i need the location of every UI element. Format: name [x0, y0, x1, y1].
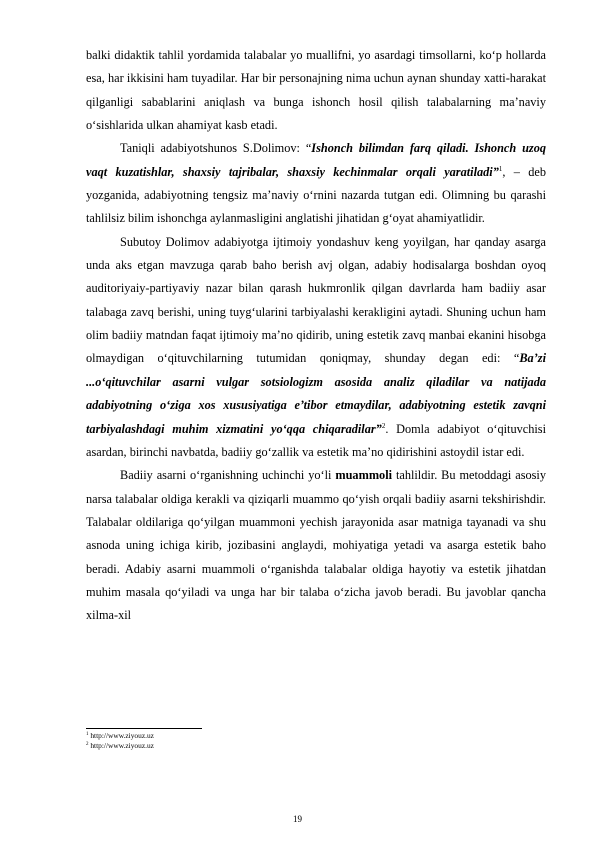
dolimov-quote: Ishonch bilimdan farq qiladi. Ishonch uzoq vaqt kuzatishlar, shaxsiy tajribalar, shaxsiy kechinmalar orqali yaratiladi	[86, 141, 546, 179]
quote-close-mark: ”	[492, 164, 499, 179]
paragraph-2-rest: , – deb yozganida, adabiyotning tengsiz ma’naviy o‘rnini nazarda tutgan edi. Olimning bu qarashi tahlilsiz bilim ishonchga aylanmasligini anglatishi jihatidan g‘oyat ahamiyatlidir.	[86, 164, 546, 226]
muammoli-term: muammoli	[335, 468, 393, 483]
footnote-ref-2: 2	[381, 421, 386, 430]
paragraph-3-intro: Subutoy Dolimov adabiyotga ijtimoiy yondashuv keng yoyilgan, har qanday asarga unda aks etgan mavzuga qarab baho berish avj olgan, adabiy hodisalarga boshdan oyoq auditoriyaiy-partiyaviy nazar bilan qarash hukmronlik qilgan davrlarda ham badiiy asar talabaga zavq berishi, uning tuyg‘ularini tarbiyalashi kerakligini aytadi. Shuning uchun ham olim badiiy matndan faqat ijtimoiy ma’no qidirib, uning estetik zavq manbai ekanini hisobga olmaydigan o‘qituvchilarning tutumidan qoniqmay, shunday degan edi: “	[86, 234, 546, 366]
footnote-link-2[interactable]: http://www.ziyouz.uz	[90, 740, 154, 750]
paragraph-1	[86, 44, 546, 137]
paragraph-2	[86, 137, 546, 230]
footnote-link-1[interactable]: http://www.ziyouz.uz	[90, 731, 154, 740]
footnote-2	[86, 741, 386, 751]
paragraph-4-rest: tahlildir. Bu metoddagi asosiy narsa talabalar oldiga kerakli va qiziqarli muammo qo‘yish orqali badiiy asarni tekshirishdir. Talabalar oldilariga qo‘yilgan muammoni yechish jarayonida asar matniga tayanadi va shu asnoda uning ichiga kirib, jozibasini anglaydi, mohiyatiga yetadi va asarga estetik baho beradi. Adabiy asarni muammoli o‘rganishda talabalar oldiga hayotiy va estetik jihatdan muhim masala qo‘yiladi va unga har bir talaba o‘zicha javob beradi. Bu javoblar qancha xilma-xil	[86, 468, 546, 623]
paragraph-4-intro: Badiiy asarni o‘rganishning uchinchi yo‘li	[120, 468, 336, 483]
paragraph-1-text: balki didaktik tahlil yordamida talabalar yo muallifni, yo asardagi timsollarni, ko‘p hollarda esa, har ikkisini ham tuyadilar. Har bir personajning nima uchun aynan shunday xatti-harakat qilganligi sabablarini aniqlash va bunga ishonch hosil qilish talabalarning ma’naviy o‘sishlarida ulkan ahamiyat kasb etadi.	[86, 48, 546, 133]
footnote-mark-1: 1	[86, 732, 89, 737]
paragraph-4	[86, 464, 546, 627]
paragraph-3-rest: . Domla adabiyot o‘qituvchisi asardan, birinchi navbatda, badiiy go‘zallik va estetik ma’no qidirishini astoydil istar edi.	[86, 421, 546, 459]
footnote-divider	[86, 728, 202, 729]
main-text	[86, 44, 546, 628]
quote-close-mark: ”	[375, 421, 382, 436]
paragraph-2-intro: Taniqli adabiyotshunos S.Dolimov: “	[120, 141, 312, 156]
footnotes	[86, 731, 386, 750]
footnote-ref-1: 1	[498, 164, 503, 173]
footnote-1	[86, 731, 386, 741]
footnote-mark-2: 2	[86, 741, 89, 747]
teachers-quote: Ba’zi ...o‘qituvchilar asarni vulgar sotsiologizm asosida analiz qiladilar va natijada adabiyotning o‘ziga xos xususiyatiga e’tibor etmaydilar, adabiyotning estetik zavqni tarbiyalashdagi muhim xizmatini yo‘qqa chiqaradilar	[86, 351, 546, 436]
page-number: 19	[293, 814, 302, 824]
paragraph-3	[86, 231, 546, 464]
